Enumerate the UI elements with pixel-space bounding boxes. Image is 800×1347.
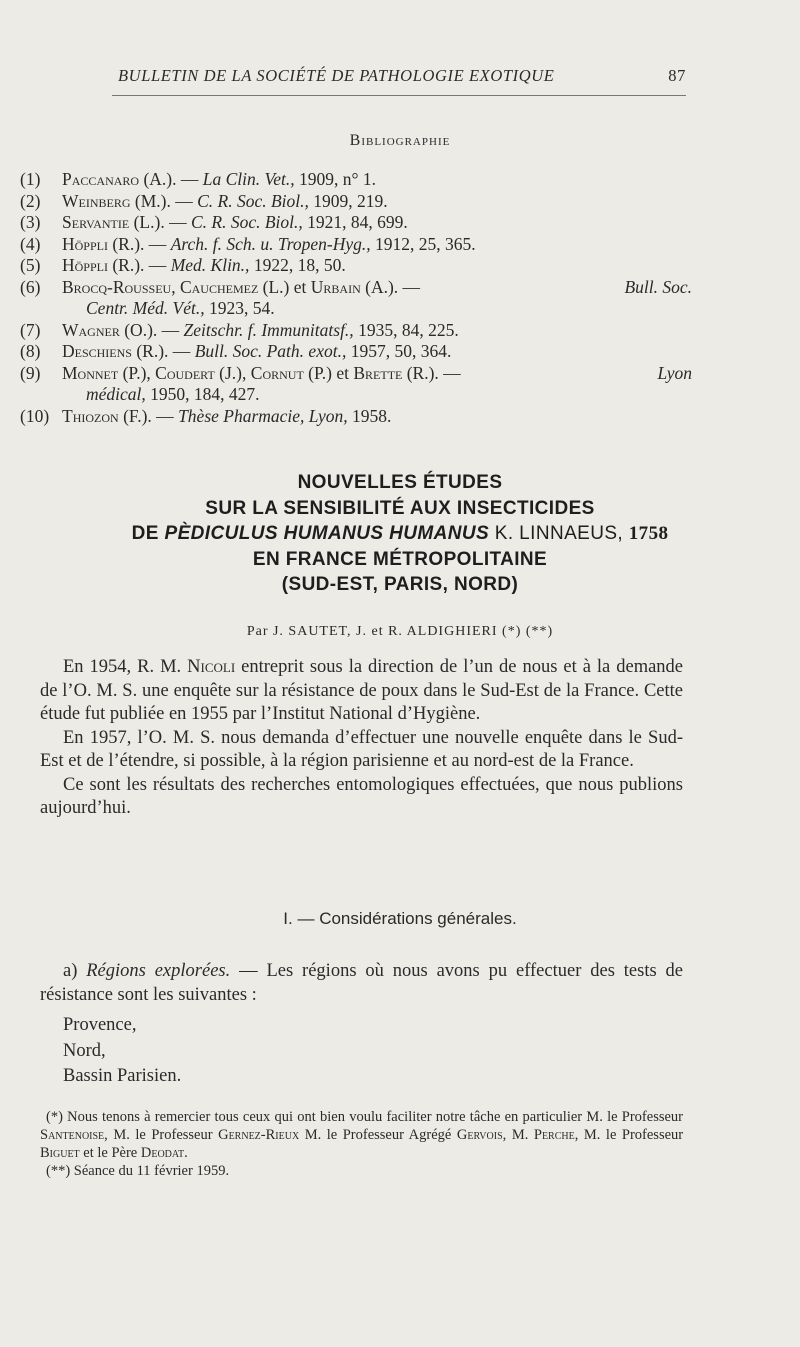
- header-rule: [112, 95, 686, 96]
- footnote: (*) Nous tenons à remercier tous ceux qui ont bien voulu faciliter notre tâche en particulier M. le Professeur Santenoise, M. le Professeur Gernez-Rieux M. le Professeur Agrégé Gervois, M. Perche, M. le Professeur Biguet et le Père Deodat.: [40, 1109, 684, 1161]
- reference-item: (7) Wagner (O.). — Zeitschr. f. Immunitatsf., 1935, 84, 225.: [20, 319, 459, 340]
- reference-item: (2) Weinberg (M.). — C. R. Soc. Biol., 1909, 219.: [20, 190, 388, 211]
- list-item: Nord,: [63, 1040, 106, 1061]
- reference-item: (10) Thiozon (F.). — Thèse Pharmacie, Lyon, 1958.: [20, 405, 392, 426]
- region-list: [40, 1013, 683, 1090]
- page-number: 87: [668, 66, 686, 85]
- paragraph: En 1957, l’O. M. S. nous demanda d’effectuer une nouvelle enquête dans le Sud-Est et de l’étendre, si possible, à la région parisienne et au nord-est de la France.: [40, 727, 683, 771]
- section-heading: I. — Considérations générales.: [283, 909, 517, 928]
- list-item: Provence,: [63, 1015, 137, 1035]
- reference-item: (8) Deschiens (R.). — Bull. Soc. Path. exot., 1957, 50, 364.: [20, 341, 452, 361]
- footnotes: [40, 1108, 683, 1180]
- paragraph: Ce sont les résultats des recherches entomologiques effectuées, que nous publions aujourd’hui.: [40, 774, 683, 818]
- bibliography-heading: Bibliographie: [349, 132, 451, 149]
- journal-title: BULLETIN DE LA SOCIÉTÉ DE PATHOLOGIE EXOTIQUE: [118, 66, 555, 85]
- regions-section: [40, 960, 683, 1090]
- running-head: [118, 66, 686, 86]
- article-title: NOUVELLES ÉTUDES SUR LA SENSIBILITÉ AUX INSECTICIDES DE PÈDICULUS HUMANUS HUMANUS K. LINNAEUS, 1758 EN FRANCE MÉTROPOLITAINE (SUD-EST, PARIS, NORD): [131, 472, 669, 595]
- list-item: Bassin Parisien.: [63, 1066, 182, 1086]
- reference-item: (1) Paccanaro (A.). — La Clin. Vet., 1909, n° 1.: [20, 169, 377, 189]
- footnote: (**) Séance du 11 février 1959.: [46, 1163, 230, 1179]
- reference-item: (3) Servantie (L.). — C. R. Soc. Biol., 1921, 84, 699.: [20, 212, 408, 232]
- paragraph: En 1954, R. M. Nicoli entreprit sous la direction de l’un de nous et à la demande de l’O. M. S. une enquête sur la résistance de poux dans le Sud-Est de la France. Cette étude fut publiée en 1955 par l’Institut National d’Hygiène.: [40, 657, 684, 724]
- article-body: [40, 656, 683, 821]
- reference-item: (4) Höppli (R.). — Arch. f. Sch. u. Tropen-Hyg., 1912, 25, 365.: [20, 233, 476, 254]
- reference-list: [20, 169, 692, 427]
- reference-item: (9) Monnet (P.), Coudert (J.), Cornut (P.) et Brette (R.). — Lyon médical, 1950, 184, 427.: [20, 362, 692, 404]
- paragraph: a) Régions explorées. — Les régions où nous avons pu effectuer des tests de résistance sont les suivantes :: [40, 961, 683, 1005]
- reference-item: (6) Brocq-Rousseu, Cauchemez (L.) et Urbain (A.). — Bull. Soc. Centr. Méd. Vét., 1923, 54.: [20, 276, 692, 318]
- reference-item: (5) Höppli (R.). — Med. Klin., 1922, 18, 50.: [20, 255, 346, 275]
- article-authors: Par J. SAUTET, J. et R. ALDIGHIERI (*) (**): [246, 624, 554, 639]
